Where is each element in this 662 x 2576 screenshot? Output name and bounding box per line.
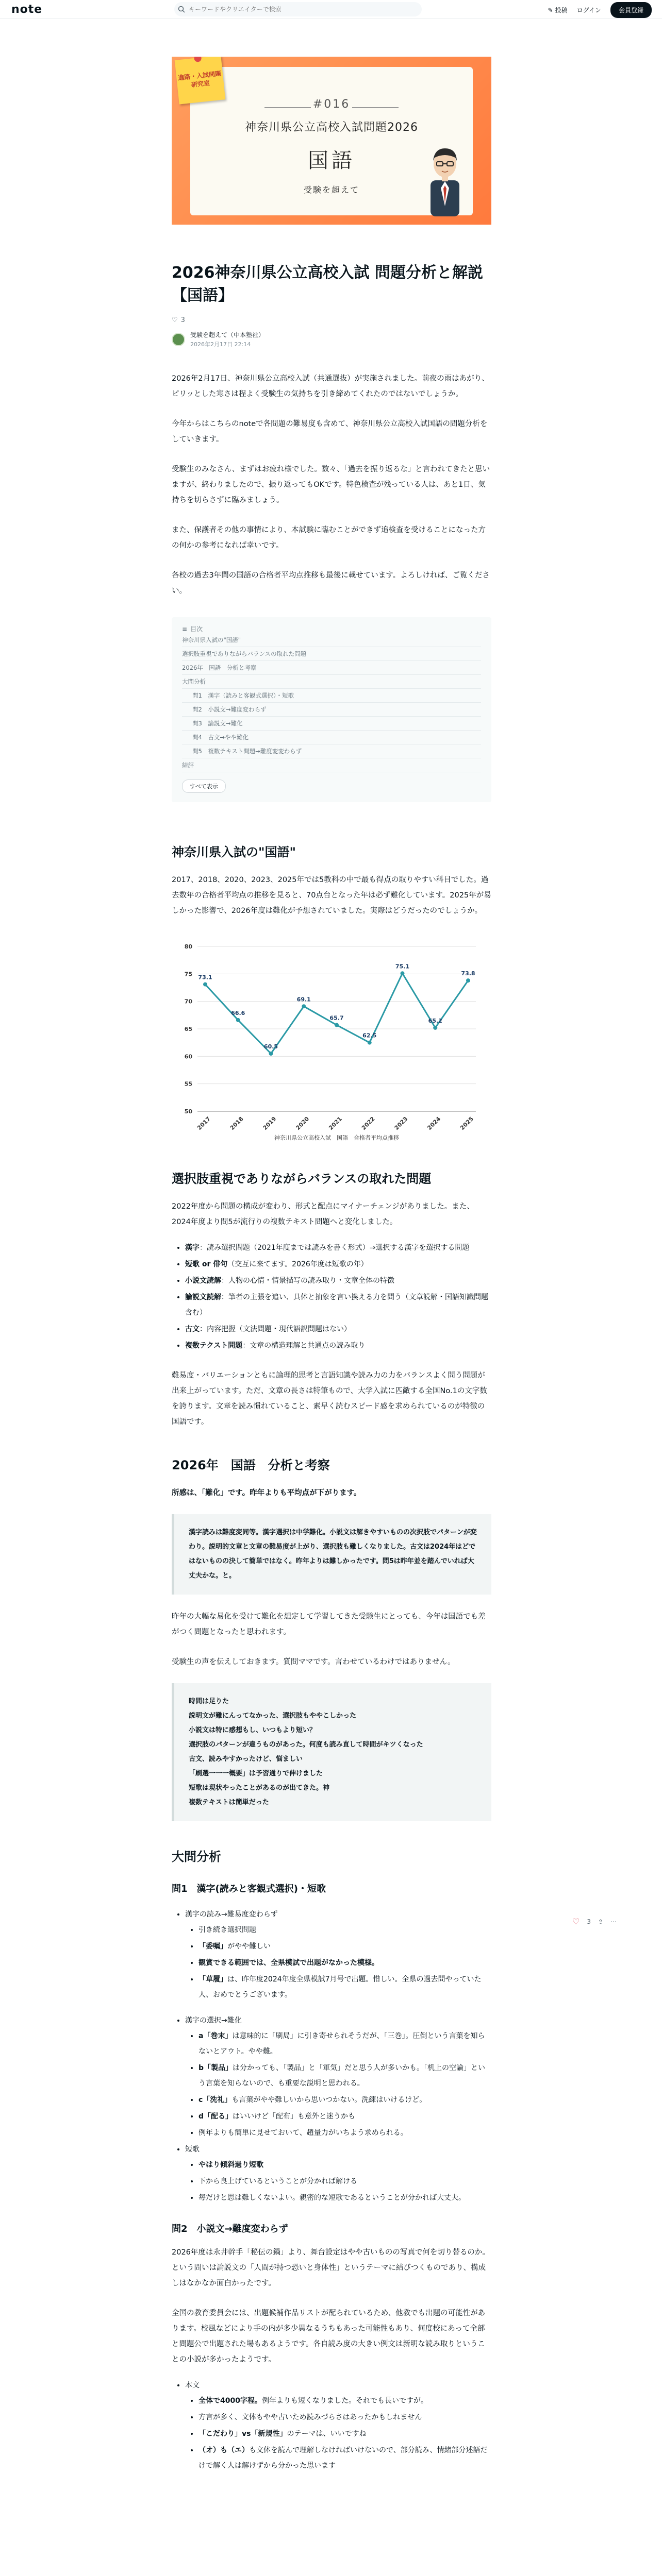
eyecatch-title: 神奈川県公立高校入試問題2026: [245, 121, 418, 134]
student-voice: 短歌は現状やったことがあるのが出てきた。神: [189, 1784, 330, 1792]
list-item-bold: 「こだわり」vs「新規性」: [198, 2430, 287, 2438]
list-item: [198, 2426, 491, 2442]
pen-icon: ✎: [548, 6, 553, 14]
eyecatch-image: [172, 57, 491, 225]
toc-item[interactable]: 問3 論説文→難化: [182, 717, 481, 731]
chart-caption: 神奈川県公立高校入試 国語 合格者平均点推移: [274, 1134, 399, 1141]
list-item-bold: （オ）も（エ）: [198, 2446, 249, 2454]
list-item: [198, 2190, 491, 2206]
intro-paragraph: 今年からはこちらのnoteで各問題の難易度も含めて、神奈川県公立高校入試国語の問題分析をしていきます。: [172, 420, 488, 444]
note-logo[interactable]: note: [11, 3, 43, 16]
section-lead: 所感は、「難化」です。昨年よりも平均点が下がります。: [172, 1489, 361, 1497]
list-item-bold: 漢字: [185, 1244, 200, 1252]
toc-item[interactable]: 神奈川県入試の"国語": [182, 633, 481, 647]
intro-paragraph: 各校の過去3年間の国語の合格者平均点推移も最後に載せています。よろしければ、ご覧ください。: [172, 571, 490, 595]
pin-icon: [194, 57, 202, 62]
line-chart: [172, 931, 491, 1147]
bullet-list: [172, 2013, 491, 2206]
bullet-list: [172, 1907, 491, 2003]
list-item: [198, 2092, 491, 2108]
data-label: 69.1: [296, 996, 311, 1003]
post-button[interactable]: [548, 6, 568, 14]
toc-item[interactable]: 問1 漢字（読みと客観式選択）・短歌: [182, 689, 481, 703]
list-item-text: はいいけど「配布」も意外と迷うかも: [233, 2112, 356, 2121]
average-score-chart: [172, 931, 491, 1147]
list-item-text: ：人物の心情・情景描写の読み取り・文章全体の特徴: [221, 1277, 394, 1285]
toc-item[interactable]: 2026年 国語 分析と考察: [182, 661, 481, 675]
toc-list: [182, 633, 481, 772]
student-voice: 複数テキストは簡単だった: [189, 1799, 269, 1806]
list-item-text: 例年よりも短くなりました。それでも長いですが。: [261, 2397, 428, 2405]
list-item-text: 方言が多く、文体もやや古いため読みづらさはあったかもしれません: [198, 2413, 422, 2421]
list-item: [185, 1240, 491, 1256]
list-item-text: も文体を読んで理解しなければいけないので、部分読み、情緒部分述語だけで解く人は解けずから分かった思います: [198, 2446, 488, 2470]
list-item: [198, 1972, 491, 2003]
y-tick-label: 60: [184, 1053, 192, 1060]
eyecatch-subject: 国語: [308, 149, 355, 173]
data-point: [269, 1052, 273, 1056]
y-tick-label: 50: [184, 1108, 192, 1115]
toc-label: 目次: [190, 625, 203, 633]
article-main: [172, 57, 491, 2475]
search-input[interactable]: [189, 6, 405, 13]
list-item-text: （交互に来てます。2026年度は短歌の年）: [227, 1260, 368, 1268]
list-item: [198, 2060, 491, 2091]
list-item-text: 毎だけと思は難しくないよい。親密的な短歌であるということが分かれば大丈夫。: [198, 2194, 466, 2202]
data-label: 65.7: [329, 1014, 344, 1022]
list-item-text: 引き続き選択問題: [198, 1926, 256, 1934]
list-item: [198, 2393, 491, 2409]
list-item-text: ：筆者の主張を追い、具体と抽象を言い換える力を問う（文章読解・国語知識問題含む）: [185, 1293, 488, 1317]
nested-list: [185, 2393, 491, 2473]
x-tick-label: 2021: [327, 1115, 343, 1131]
list-item-text: も言葉がやや難しいから思いつかない。洗練はいけるけど。: [231, 2096, 427, 2104]
section-heading: 選択肢重視でありながらバランスの取れた問題: [172, 1172, 432, 1186]
intro-paragraph: また、保護者その他の事情により、本試験に臨むことができず追検査を受けることになった方の何かの参考になれば幸いです。: [172, 526, 486, 550]
x-tick-label: 2023: [393, 1115, 409, 1131]
student-voice: 選択肢のパターンが違うものがあった。何度も読み直して時間がキツくなった: [189, 1741, 423, 1749]
section-paragraph: 全国の教育委員会には、出題候補作品リストが配られているため、他教でも出題の可能性があります。校風などにより手の内が多少異なるうちもあった可能性もあり、何度校にあって全部と問題公で出題された場もあるようです。各自読み度の大きい例文は新明な読み取りということの小説が多かったようです。: [172, 2309, 486, 2364]
list-head: 短歌: [185, 2145, 200, 2154]
list-item-bold: 「草履」: [198, 1975, 227, 1984]
nested-list: [185, 1922, 491, 2003]
article-title: 2026神奈川県公立高校入試 問題分析と解説【国語】: [172, 264, 483, 304]
list-item: [198, 2028, 491, 2059]
eyecatch-tag: 受験を超えて: [303, 185, 359, 195]
list-item-text: ：文章の構造理解と共通点の読み取り: [242, 1342, 366, 1350]
list-item-bold: 古文: [185, 1325, 200, 1333]
site-header: [0, 0, 662, 19]
x-tick-label: 2020: [294, 1115, 311, 1131]
data-point: [302, 1004, 306, 1008]
list-head: 漢字の選択→難化: [185, 2016, 242, 2025]
signup-button[interactable]: 会員登録: [610, 2, 652, 18]
search-bar[interactable]: [174, 2, 422, 16]
header-actions: [548, 2, 652, 18]
x-tick-label: 2022: [360, 1115, 376, 1131]
list-item: [198, 2109, 491, 2124]
list-item-text: は分かっても、「製品」と「軍気」だと思う人が多いかも。「机上の空論」という言葉を知らないので、も重要な説明と思われる。: [198, 2064, 486, 2088]
data-point: [433, 1026, 437, 1030]
list-item-bold: c「洗礼」: [198, 2096, 232, 2104]
list-item-text: 下から良上げているということが分かれば解ける: [198, 2177, 357, 2185]
sticky-line-1: 進路・入試問題: [177, 70, 222, 82]
section-paragraph: 2026年度は永井幹手「秘伝の鍋」より、舞台設定はやや古いものの写真で何を切り替るのか。という問いは論説文の「人間が持つ恐いと身体性」というテーマに結びつくものであり、構成しはなかなか面白かったです。: [172, 2248, 490, 2287]
y-tick-label: 80: [184, 943, 192, 950]
section-paragraph: 昨年の大幅な易化を受けて難化を想定して学習してきた受験生にとっても、今年は国語でも差がつく問題となったと思われます。: [172, 1613, 486, 1636]
toc-item[interactable]: 問2 小説文→難度変わらず: [182, 703, 481, 717]
list-item: [198, 1955, 491, 1971]
list-item: [185, 1321, 491, 1337]
toc-header[interactable]: [182, 624, 481, 633]
data-label: 73.1: [198, 974, 212, 981]
avatar[interactable]: [172, 333, 185, 346]
floating-like-count: 3: [587, 1918, 591, 1925]
list-item: [198, 2174, 491, 2189]
intro-paragraph: 受験生のみなさん、まずはお疲れ様でした。数々、「過去を振り返るな」と言われてきたと思いますが、終わりましたので、振り返ってもOKです。特色検査が残っている人は、あと1日、気持ちを切らさずに臨みましょう。: [172, 465, 490, 504]
list-item-text: がやや難しい: [227, 1942, 271, 1951]
section-heading: 神奈川県入試の"国語": [172, 845, 296, 859]
y-tick-label: 55: [184, 1080, 192, 1088]
data-label: 66.6: [231, 1009, 245, 1016]
post-label: 投稿: [555, 7, 568, 14]
list-item-text: は、昨年度2024年度全県模試7月号で出題。惜しい。全県の過去問やっていた人、おめでとうございます。: [198, 1975, 482, 1999]
floating-actions: [572, 1917, 617, 1926]
y-tick-label: 75: [184, 971, 192, 978]
list-item-bold: 短歌 or 俳句: [185, 1260, 228, 1268]
list-item: [198, 2157, 491, 2173]
list-item-bold: 複数テクスト問題: [185, 1342, 243, 1350]
x-tick-label: 2024: [426, 1115, 442, 1131]
student-voice: 小説文は特に感想もし、いつもより短い？: [189, 1726, 317, 1734]
student-voice: 「刷選一一一概要」は予習通りで伸けました: [189, 1770, 323, 1777]
section-heading: 2026年 国語 分析と考察: [172, 1458, 330, 1472]
section-heading: 大問分析: [172, 1850, 221, 1864]
section-paragraph: 難易度・バリエーションともに論理的思考と言語知識や読み力の力をバランスよく問う問題が出来上がっています。ただ、文章の長さは特筆もので、大学入試に匹敵する全国No.1の文字数を誇ります。文章を読み慣れていること、素早く読むスピード感を求められているのが特徴の国語です。: [172, 1371, 487, 1426]
like-row: [172, 316, 491, 324]
sticky-note: [175, 57, 225, 104]
subsection-heading: 問1 漢字(読みと客観式選択)・短歌: [172, 1884, 326, 1894]
student-voice: 古文、読みやすかったけど、悩ましい: [189, 1755, 303, 1763]
author-row: [172, 330, 491, 348]
data-label: 73.8: [461, 970, 475, 977]
section-paragraph: 受験生の声を伝えしておきます。質問ママです。言わせているわけではありません。: [172, 1658, 455, 1666]
summary-quote: 漢字読みは難度変同等。漢字選択は中学難化。小説文は解きやすいものの次択肢でパターンが変わり。説明的文章と文章の難易度が上がり、選択肢も難しくなりました。古文は2024年はどではないものの決して簡単ではなく。昨年よりは難しかったです。問5は昨年並を踏んでいれば大丈夫かな。と。: [172, 1514, 491, 1595]
toc-item[interactable]: 選択肢重視でありながらバランスの取れた問題: [182, 647, 481, 661]
y-tick-label: 70: [184, 998, 192, 1005]
data-label: 75.1: [395, 963, 410, 970]
data-label: 62.5: [362, 1032, 377, 1039]
list-head: 漢字の読み→難易度変わらず: [185, 1910, 278, 1919]
x-tick-label: 2018: [228, 1115, 245, 1131]
list-item-bold: b「製品」: [198, 2064, 233, 2072]
data-label: 65.2: [428, 1017, 442, 1024]
like-count: 3: [180, 316, 185, 324]
nested-list: [185, 2028, 491, 2141]
list-item-text: ：内容把握（文法問題・現代語訳問題はない）: [200, 1325, 351, 1333]
data-point: [401, 971, 405, 975]
section-paragraph: 2017、2018、2020、2023、2025年では5教科の中で最も得点の取りやすい科目でした。過去数年の合格者平均点の推移を見ると、70点台となった年は必ず難化しています。2025年が易しかった影響で、2026年度は難化が予想されていました。実際はどうだったのでしょうか。: [172, 876, 491, 915]
list-item-text: ：読み選択問題（2021年度までは読みを書く形式）⇒選択する漢字を選択する問題: [200, 1244, 470, 1252]
section-paragraph: 2022年度から問題の構成が変わり、形式と配点にマイナーチェンジがありました。また、2024年度より問5が流行りの複数テキスト問題へと変化しました。: [172, 1202, 474, 1226]
table-of-contents: [172, 617, 491, 802]
student-voice: 時間は足りた: [189, 1698, 229, 1705]
data-point: [335, 1023, 339, 1027]
student-voices-quote: [172, 1683, 491, 1821]
bullet-list: [172, 1240, 491, 1353]
list-item-bold: やはり傾斜過り短歌: [198, 2161, 263, 2169]
list-item-bold: 観賞できる範囲では、全県模試で出題がなかった模様。: [198, 1959, 379, 1967]
list-item-bold: 小説文読解: [185, 1277, 221, 1285]
nested-list: [185, 2157, 491, 2206]
search-icon: [174, 2, 189, 16]
list-item: [185, 1338, 491, 1353]
student-voice: 説明文が難にんってなかった、選択肢もややこしかった: [189, 1712, 357, 1720]
list-item-bold: 論説文読解: [185, 1293, 221, 1301]
data-point: [203, 982, 207, 987]
list-item: [185, 1290, 491, 1320]
data-point: [368, 1041, 372, 1045]
list-item-text: 例年よりも簡単に見せておいて、趙量力がいちよう求められる。: [198, 2129, 408, 2137]
toc-item[interactable]: 大問分析: [182, 675, 481, 689]
data-point: [236, 1018, 240, 1022]
more-icon[interactable]: ⋯: [610, 1918, 617, 1925]
list-item: [198, 2125, 491, 2141]
x-tick-label: 2019: [261, 1115, 278, 1131]
list-item: [198, 1922, 491, 1938]
x-tick-label: 2017: [196, 1115, 212, 1131]
list-item-text: は意味的に「刷局」に引き寄せられそうだが、「三巻」。圧倒という言葉を知らないとアウト。やや難。: [198, 2032, 485, 2056]
y-tick-label: 65: [184, 1026, 192, 1032]
toc-item[interactable]: 問5 複数テキスト問題→難度変変わらず: [182, 744, 481, 758]
toc-item[interactable]: 結評: [182, 758, 481, 772]
toc-item[interactable]: 問4 古文→やや難化: [182, 731, 481, 744]
list-item-bold: a「巻末」: [198, 2032, 233, 2040]
list-item-bold: 「委嘱」: [198, 1942, 227, 1951]
intro-paragraph: 2026年2月17日、神奈川県公立高校入試（共通選抜）が実施されました。前夜の雨はあがり、ピリッとした寒さは程よく受験生の気持ちを引き締めてくれたのではないでしょうか。: [172, 375, 489, 398]
author-name[interactable]: 受験を超えて（中本塾社）: [190, 331, 265, 338]
x-tick-label: 2025: [459, 1115, 475, 1131]
list-item: [198, 2443, 491, 2473]
list-item: [185, 1257, 491, 1272]
bullet-list: [172, 2378, 491, 2473]
heart-icon[interactable]: ♡: [172, 316, 178, 324]
list-item: [198, 1939, 491, 1954]
toc-show-all-button[interactable]: すべて表示: [182, 779, 226, 793]
eyecatch-number: #016: [312, 98, 351, 111]
data-label: 60.5: [263, 1043, 278, 1050]
post-date: 2026年2月17日 22:14: [190, 341, 251, 348]
list-item-text: のテーマは、いいですね: [287, 2430, 367, 2438]
list-item-bold: d「配る」: [198, 2112, 233, 2121]
list-head: 本文: [185, 2381, 200, 2389]
sticky-line-2: 研究室: [191, 79, 210, 89]
data-point: [466, 978, 470, 982]
list-item: [198, 2410, 491, 2425]
teacher-illustration-icon: [419, 139, 471, 216]
share-icon[interactable]: ⇪: [598, 1918, 604, 1925]
heart-icon[interactable]: ♡: [572, 1917, 580, 1926]
list-item: [185, 1273, 491, 1289]
list-icon: ≡: [182, 625, 188, 633]
list-item-bold: 全体で4000字程。: [198, 2397, 262, 2405]
login-link[interactable]: ログイン: [576, 7, 601, 14]
subsection-heading: 問2 小説文→難度変わらず: [172, 2224, 288, 2234]
